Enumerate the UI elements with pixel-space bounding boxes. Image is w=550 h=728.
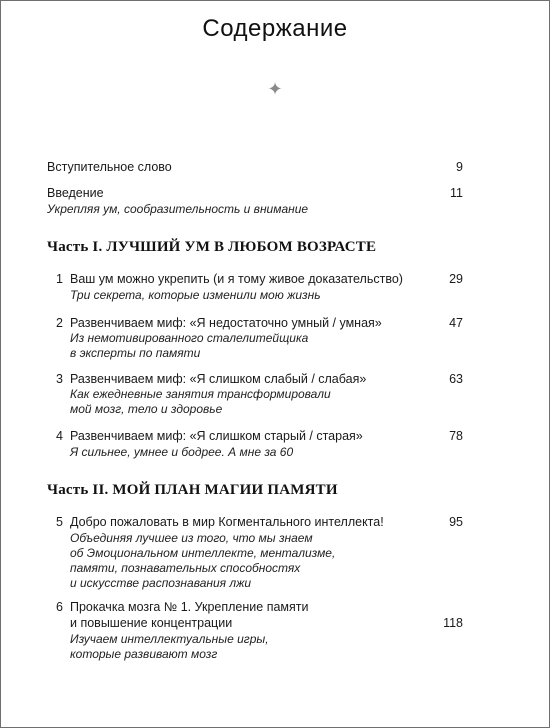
chapter-subtitle: Как ежедневные занятия трансформировали — [70, 387, 331, 401]
chapter-page: 63 — [449, 372, 463, 386]
front-entry-page: 9 — [456, 160, 463, 174]
chapter-title[interactable]: Развенчиваем миф: «Я недостаточно умный / умная» — [70, 316, 382, 330]
chapter-title[interactable]: Прокачка мозга № 1. Укрепление памяти — [70, 600, 309, 614]
chapter-subtitle: Я сильнее, умнее и бодрее. А мне за 60 — [70, 445, 294, 459]
part-heading: Часть II. МОЙ ПЛАН МАГИИ ПАМЯТИ — [47, 482, 338, 498]
chapter-page: 47 — [449, 316, 463, 330]
chapter-number: 5 — [56, 515, 63, 529]
chapter-page: 118 — [443, 616, 463, 630]
chapter-subtitle: которые развивают мозг — [70, 647, 218, 661]
chapter-subtitle: Изучаем интеллектуальные игры, — [70, 632, 269, 646]
chapter-subtitle: Из немотивированного сталелитейщика — [70, 331, 309, 345]
star-ornament-icon: ✦ — [267, 79, 283, 99]
chapter-subtitle: в эксперты по памяти — [70, 346, 201, 360]
part-heading: Часть I. ЛУЧШИЙ УМ В ЛЮБОМ ВОЗРАСТЕ — [47, 239, 377, 255]
front-entry-title[interactable]: Введение — [47, 186, 104, 200]
chapter-number: 6 — [56, 600, 63, 614]
chapter-subtitle: памяти, познавательных способностях — [70, 561, 301, 575]
chapter-number: 3 — [56, 372, 63, 386]
chapter-title[interactable]: Ваш ум можно укрепить (и я тому живое доказательство) — [70, 272, 403, 286]
chapter-subtitle: Три секрета, которые изменили мою жизнь — [70, 288, 321, 302]
chapter-number: 4 — [56, 429, 63, 443]
chapter-number: 1 — [56, 272, 63, 286]
chapter-subtitle: мой мозг, тело и здоровье — [70, 402, 223, 416]
front-entry-page: 11 — [450, 186, 463, 200]
page-title: Содержание — [202, 15, 348, 42]
chapter-page: 78 — [449, 429, 463, 443]
chapter-page: 29 — [449, 272, 463, 286]
chapter-title[interactable]: и повышение концентрации — [70, 616, 233, 630]
chapter-page: 95 — [449, 515, 463, 529]
chapter-title[interactable]: Развенчиваем миф: «Я слишком старый / старая» — [70, 429, 363, 443]
front-entry-title[interactable]: Вступительное слово — [47, 160, 172, 174]
chapter-title[interactable]: Добро пожаловать в мир Когментального интеллекта! — [70, 515, 384, 529]
chapter-subtitle: об Эмоциональном интеллекте, ментализме, — [70, 546, 336, 560]
chapter-number: 2 — [56, 316, 63, 330]
chapter-title[interactable]: Развенчиваем миф: «Я слишком слабый / слабая» — [70, 372, 367, 386]
chapter-subtitle: Объединяя лучшее из того, что мы знаем — [70, 531, 313, 545]
chapter-subtitle: и искусстве распознавания лжи — [70, 576, 252, 590]
front-entry-subtitle: Укрепляя ум, сообразительность и внимание — [47, 202, 309, 216]
